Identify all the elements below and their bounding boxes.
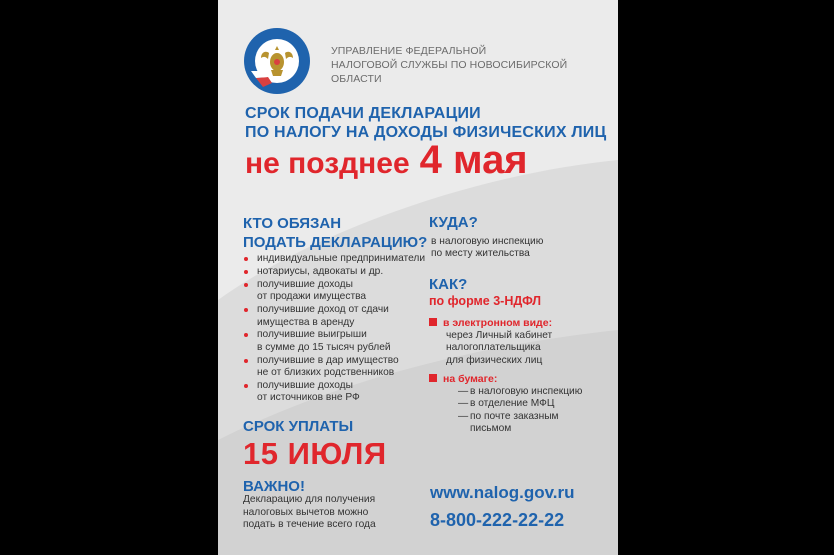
electronic-text: через Личный кабинет налогоплательщика для физических лиц <box>446 330 553 366</box>
electronic-label: в электронном виде: <box>429 317 552 329</box>
list-item: — в налоговую инспекцию <box>458 386 583 397</box>
bullet-icon <box>244 359 248 363</box>
dash-icon: — <box>458 410 469 422</box>
bullet-icon <box>244 270 248 274</box>
list-item: получившие в дар имущество не от близких родственников <box>243 355 425 380</box>
list-item: — в отделение МФЦ <box>458 398 555 410</box>
organization-name <box>331 44 618 86</box>
headline-line-1: СРОК ПОДАЧИ ДЕКЛАРАЦИИ <box>245 105 481 122</box>
list-item: получившие доходы от источников вне РФ <box>243 380 425 405</box>
tax-poster <box>218 0 618 555</box>
hotline-phone[interactable]: 8-800-222-22-22 <box>430 510 565 530</box>
red-square-icon <box>429 374 437 382</box>
deadline-prefix: не позднее <box>245 147 410 180</box>
list-item: нотариусы, адвокаты и др. <box>243 266 425 278</box>
list-item: получившие выигрыши в сумме до 15 тысяч рублей <box>243 329 425 354</box>
dash-icon: — <box>458 386 469 397</box>
who-title-line-2: ПОДАТЬ ДЕКЛАРАЦИЮ? <box>243 234 428 251</box>
who-must-file-list <box>243 253 425 405</box>
who-title-line-1: КТО ОБЯЗАН <box>243 215 342 232</box>
bullet-icon <box>244 384 248 388</box>
website-link[interactable]: www.nalog.gov.ru <box>430 483 575 502</box>
how-form: по форме 3-НДФЛ <box>429 294 542 308</box>
list-item: получившие доходы от продажи имущества <box>243 279 425 304</box>
where-text: в налоговую инспекцию по месту жительства <box>431 236 544 260</box>
bullet-icon <box>244 257 248 261</box>
fns-emblem-icon <box>242 26 312 96</box>
important-title: ВАЖНО! <box>243 478 305 495</box>
list-item: — по почте заказным письмом <box>458 410 559 435</box>
where-title: КУДА? <box>429 214 478 231</box>
headline <box>245 104 606 142</box>
dash-icon: — <box>458 398 469 410</box>
deadline-date: 4 мая <box>419 138 528 182</box>
list-item: индивидуальные предприниматели <box>243 253 425 265</box>
bullet-icon <box>244 283 248 287</box>
list-item: получившие доход от сдачи имущества в аренду <box>243 304 425 329</box>
how-title: КАК? <box>429 276 468 293</box>
bullet-icon <box>244 308 248 312</box>
red-square-icon <box>429 318 437 326</box>
bullet-icon <box>244 333 248 337</box>
organization-line-1: УПРАВЛЕНИЕ ФЕДЕРАЛЬНОЙ <box>331 45 487 57</box>
paper-label: на бумаге: <box>429 373 497 385</box>
payment-deadline-date: 15 ИЮЛЯ <box>243 436 387 471</box>
filing-deadline <box>245 138 528 183</box>
who-must-file-title <box>243 214 427 252</box>
important-text: Декларацию для получения налоговых вычетов можно подать в течение всего года <box>243 494 376 531</box>
organization-line-2: НАЛОГОВОЙ СЛУЖБЫ ПО НОВОСИБИРСКОЙ ОБЛАСТИ <box>331 59 568 85</box>
paper-options-list <box>458 386 582 436</box>
headline-line-2: ПО НАЛОГУ НА ДОХОДЫ ФИЗИЧЕСКИХ ЛИЦ <box>245 124 607 141</box>
payment-deadline-title: СРОК УПЛАТЫ <box>243 418 354 435</box>
